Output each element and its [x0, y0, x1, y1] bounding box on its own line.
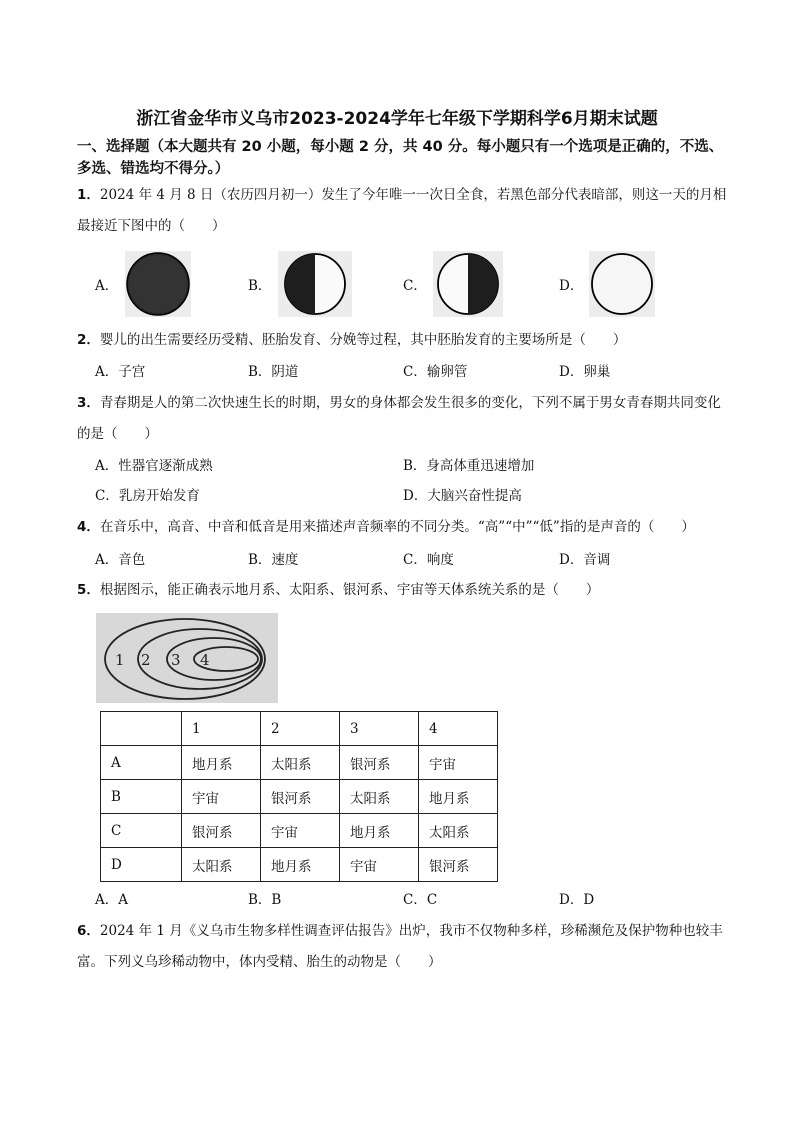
table-cell: [101, 712, 182, 746]
question-2: [77, 325, 727, 356]
diagram-label-3: 3: [171, 651, 181, 669]
option-c[interactable]: C．输卵管: [403, 364, 468, 380]
option-b[interactable]: B．速度: [248, 552, 299, 568]
question-text: 青春期是人的第二次快速生长的时期，男女的身体都会发生很多的变化，下列不属于男女青春期共同变化的是（ ）: [77, 395, 721, 442]
question-number: 6．: [77, 923, 100, 939]
table-cell: 2: [261, 712, 340, 746]
option-b-image[interactable]: [248, 250, 352, 318]
nested-ellipse-diagram: [96, 613, 278, 703]
option-d-image[interactable]: [559, 250, 655, 318]
option-a[interactable]: A．A: [95, 892, 128, 908]
option-label: D．: [559, 278, 584, 294]
table-cell: 1: [182, 712, 261, 746]
option-b[interactable]: B．阴道: [248, 364, 299, 380]
ellipse-1: [105, 619, 265, 699]
question-text: 2024 年 4 月 8 日（农历四月初一）发生了今年唯一一次日全食，若黑色部分代表暗部，则这一天的月相最接近下图中的（ ）: [77, 187, 727, 234]
ellipse-3: [167, 638, 261, 680]
table-cell: 太阳系: [182, 848, 261, 882]
table-cell: 太阳系: [340, 780, 419, 814]
question-number: 2．: [77, 332, 100, 348]
question-text: 在音乐中，高音、中音和低音是用来描述声音频率的不同分类。“高”“中”“低”指的是声音的（ ）: [99, 519, 695, 535]
page-title: 浙江省金华市义乌市2023-2024学年七年级下学期科学6月期末试题: [136, 109, 658, 129]
question-3: [77, 388, 727, 450]
option-label: C．: [403, 278, 427, 294]
option-label: A．: [95, 278, 119, 294]
question-number: 3．: [77, 395, 100, 411]
option-c[interactable]: C．乳房开始发育: [95, 488, 200, 504]
table-cell: B: [101, 780, 182, 814]
option-d[interactable]: D．卵巢: [559, 364, 611, 380]
table-cell: 地月系: [261, 848, 340, 882]
table-cell: D: [101, 848, 182, 882]
question-text: 根据图示，能正确表示地月系、太阳系、银河系、宇宙等天体系统关系的是（ ）: [99, 582, 600, 598]
question-number: 4．: [77, 519, 100, 535]
table-row: [101, 746, 498, 780]
option-b[interactable]: B．B: [248, 892, 282, 908]
question-number: 1．: [77, 187, 100, 203]
question-text: 2024 年 1 月《义乌市生物多样性调查评估报告》出炉，我市不仅物种多样，珍稀濒危及保护物种也较丰富。下列义乌珍稀动物中，体内受精、胎生的动物是（ ）: [77, 923, 723, 970]
table-header-row: [101, 712, 498, 746]
option-c-image[interactable]: [403, 250, 503, 318]
option-d[interactable]: D．大脑兴奋性提高: [403, 488, 522, 504]
option-b[interactable]: B．身高体重迅速增加: [403, 458, 535, 474]
answer-table: [100, 711, 498, 882]
option-c[interactable]: C．响度: [403, 552, 454, 568]
question-number: 5．: [77, 582, 100, 598]
table-cell: 宇宙: [261, 814, 340, 848]
diagram-label-4: 4: [200, 651, 210, 669]
table-cell: 地月系: [340, 814, 419, 848]
table-cell: 宇宙: [182, 780, 261, 814]
question-text: 婴儿的出生需要经历受精、胚胎发育、分娩等过程，其中胚胎发育的主要场所是（ ）: [99, 332, 627, 348]
table-cell: 宇宙: [340, 848, 419, 882]
section-heading: 一、选择题（本大题共有 20 小题，每小题 2 分，共 40 分。每小题只有一个选项是正确的，不选、多选、错选均不得分。）: [77, 139, 724, 177]
question-1: [77, 180, 727, 242]
option-d[interactable]: D．D: [559, 892, 595, 908]
table-cell: 太阳系: [419, 814, 498, 848]
full-dark-moon-icon: [125, 251, 191, 317]
table-cell: 太阳系: [261, 746, 340, 780]
left-dark-half-moon-icon: [278, 251, 352, 317]
table-cell: 3: [340, 712, 419, 746]
full-light-moon-icon: [589, 251, 655, 317]
option-d[interactable]: D．音调: [559, 552, 611, 568]
table-cell: 银河系: [261, 780, 340, 814]
diagram-label-2: 2: [141, 651, 151, 669]
option-a-image[interactable]: [95, 250, 191, 318]
table-cell: 4: [419, 712, 498, 746]
table-cell: 银河系: [419, 848, 498, 882]
question-6: [77, 916, 727, 978]
option-a[interactable]: A．性器官逐渐成熟: [95, 458, 213, 474]
diagram-label-1: 1: [115, 651, 125, 669]
question-4: [77, 512, 727, 543]
table-row: [101, 848, 498, 882]
table-cell: 地月系: [419, 780, 498, 814]
option-a[interactable]: A．子宫: [95, 364, 146, 380]
table-cell: 银河系: [340, 746, 419, 780]
table-cell: 地月系: [182, 746, 261, 780]
option-label: B．: [248, 278, 272, 294]
right-dark-half-moon-icon: [433, 251, 503, 317]
option-a[interactable]: A．音色: [95, 552, 146, 568]
table-cell: 宇宙: [419, 746, 498, 780]
option-c[interactable]: C．C: [403, 892, 438, 908]
table-cell: A: [101, 746, 182, 780]
table-cell: C: [101, 814, 182, 848]
question-5: [77, 575, 727, 606]
table-row: [101, 780, 498, 814]
table-cell: 银河系: [182, 814, 261, 848]
table-row: [101, 814, 498, 848]
